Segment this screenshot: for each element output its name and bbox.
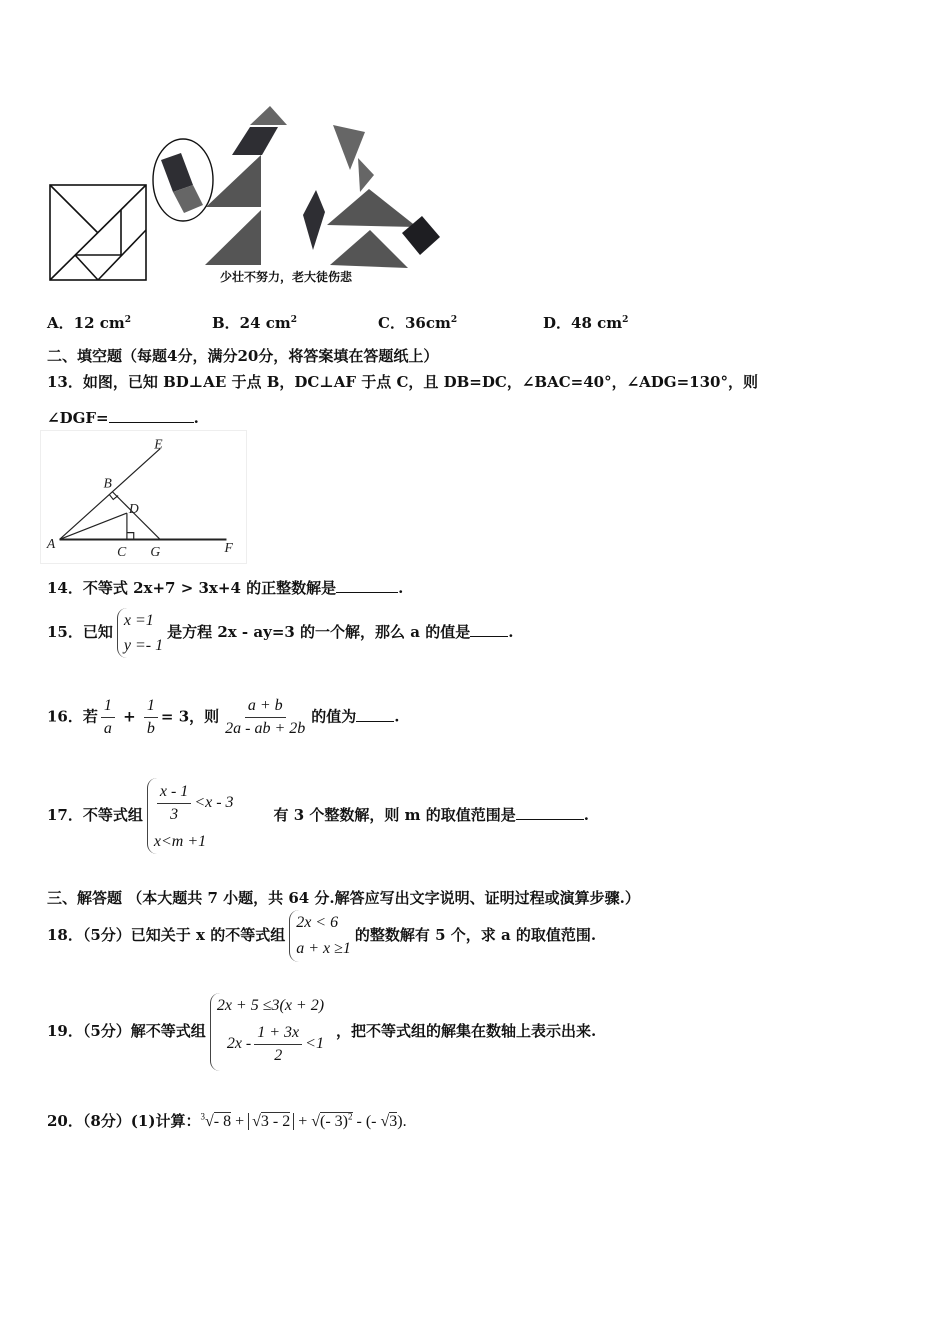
svg-text:D: D bbox=[128, 501, 139, 517]
q14: 14．不等式 2x+7 > 3x+4 的正整数解是 . bbox=[47, 579, 404, 597]
q15: 15．已知 x =1 y =- 1 是方程 2x - ay=3 的一个解，那么 a 的值是 . bbox=[47, 608, 513, 658]
svg-text:G: G bbox=[150, 544, 161, 560]
tangram-square bbox=[50, 185, 146, 280]
q13-text: 13．如图，已知 BD⊥AE 于点 B，DC⊥AF 于点 C，且 DB=DC，∠BAC=40°，∠ADG=130°，则 bbox=[47, 373, 758, 391]
svg-text:A: A bbox=[46, 536, 56, 552]
tangram-figure bbox=[40, 100, 450, 290]
q16: 16．若 $\frac{1}{a}$ + $\frac{1}{b}$ = 3，则 $\frac{a + b}{2a - ab + 2b}$ 的值为 . bbox=[47, 697, 400, 737]
q18: 18．（5分）已知关于 x 的不等式组 2x < 6 a + x ≥1 的整数解有 5 个，求 a 的取值范围. bbox=[47, 910, 596, 962]
svg-text:B: B bbox=[103, 475, 112, 491]
answer-blank[interactable] bbox=[356, 707, 394, 722]
q19: 19．（5分）解不等式组 2x + 5 ≤3(x + 2) 2x - $\frac{1 + 3x}{2}$ <1 ，把不等式组的解集在数轴上表示出来. bbox=[47, 993, 596, 1071]
answer-blank[interactable] bbox=[470, 622, 508, 637]
option-b[interactable]: B．24 $cm^2$ bbox=[212, 314, 298, 332]
q20: 20．（8分）(1)计算：$^3$√- 8 + √3 - 2 + √(- 3)$^2$ - (- √3). bbox=[47, 1111, 407, 1130]
section-3-title: 三、解答题 （本大题共 7 小题，共 64 分.解答应写出文字说明、证明过程或演算步骤.） bbox=[47, 889, 640, 907]
option-a[interactable]: A．12 $cm^2$ bbox=[47, 314, 132, 332]
answer-blank[interactable] bbox=[516, 805, 584, 820]
answer-blank[interactable] bbox=[109, 408, 194, 423]
option-d[interactable]: D．48 $cm^2$ bbox=[543, 314, 629, 332]
answer-blank[interactable] bbox=[336, 578, 398, 593]
option-c[interactable]: C．$36cm^2$ bbox=[378, 314, 458, 332]
svg-text:F: F bbox=[224, 540, 233, 556]
svg-text:E: E bbox=[154, 436, 163, 452]
tangram-caption: 少壮不努力，老大徒伤悲 bbox=[220, 270, 353, 284]
section-2-title: 二、填空题（每题4分，满分20分，将答案填在答题纸上） bbox=[47, 347, 439, 365]
geometry-figure bbox=[40, 430, 247, 564]
q17: 17．不等式组 $\frac{x - 1}{3}$ <x - 3 x<m +1 有 3 个整数解，则 m 的取值范围是 . bbox=[47, 778, 589, 854]
svg-text:C: C bbox=[117, 544, 127, 560]
q13-line2: ∠DGF= . bbox=[47, 409, 199, 427]
